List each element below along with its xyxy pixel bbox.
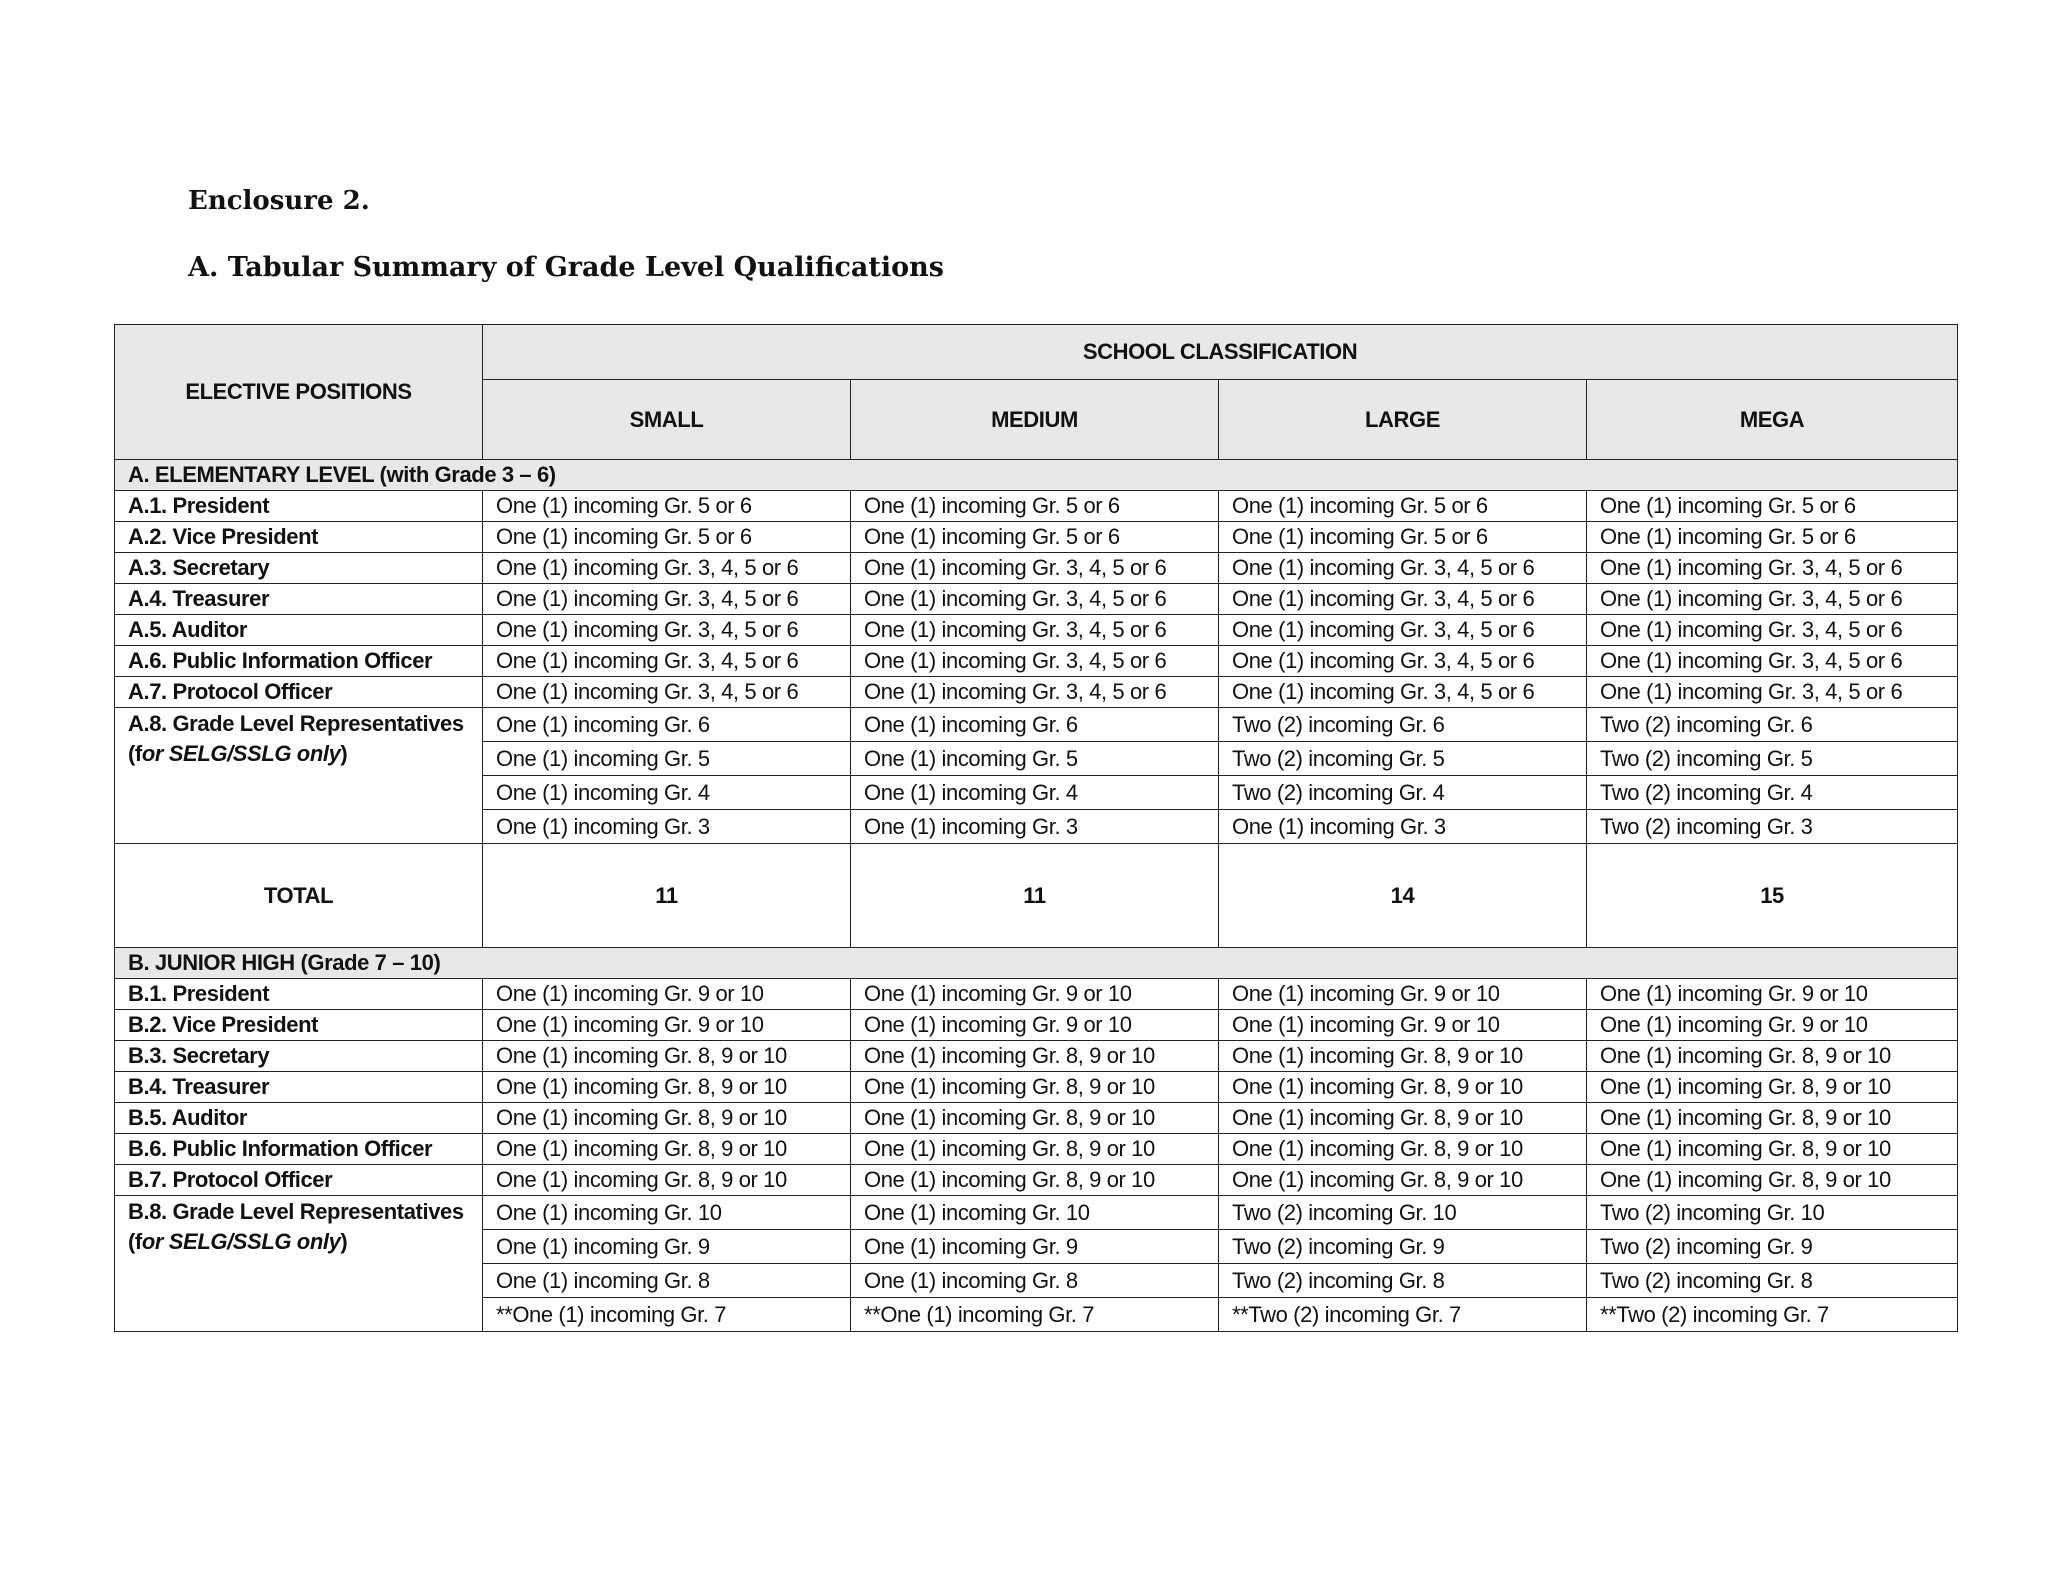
position-label: A.5. Auditor: [115, 615, 483, 646]
qualification-cell: One (1) incoming Gr. 8: [483, 1264, 851, 1298]
qualification-cell: Two (2) incoming Gr. 10: [1219, 1196, 1587, 1230]
position-label: A.1. President: [115, 491, 483, 522]
qualification-cell: One (1) incoming Gr. 3: [851, 810, 1219, 844]
qualification-cell: One (1) incoming Gr. 3, 4, 5 or 6: [1587, 584, 1958, 615]
qualification-cell: One (1) incoming Gr. 8, 9 or 10: [851, 1103, 1219, 1134]
qualification-cell: One (1) incoming Gr. 3, 4, 5 or 6: [1587, 646, 1958, 677]
qualification-cell: One (1) incoming Gr. 8: [851, 1264, 1219, 1298]
qualification-cell: One (1) incoming Gr. 5 or 6: [851, 491, 1219, 522]
qualification-cell: **One (1) incoming Gr. 7: [483, 1298, 851, 1332]
qualification-cell: One (1) incoming Gr. 3, 4, 5 or 6: [851, 553, 1219, 584]
qualification-cell: One (1) incoming Gr. 8, 9 or 10: [483, 1041, 851, 1072]
qualification-cell: One (1) incoming Gr. 3, 4, 5 or 6: [483, 615, 851, 646]
position-label: B.4. Treasurer: [115, 1072, 483, 1103]
note-suffix: ): [340, 741, 348, 766]
section-title: A. Tabular Summary of Grade Level Qualifications: [188, 252, 944, 283]
qualification-cell: One (1) incoming Gr. 3, 4, 5 or 6: [483, 553, 851, 584]
position-label: B.1. President: [115, 979, 483, 1010]
note-prefix: (f: [128, 1229, 142, 1254]
grade-rep-note: [128, 1227, 469, 1257]
qualification-cell: One (1) incoming Gr. 8, 9 or 10: [483, 1103, 851, 1134]
qualification-cell: One (1) incoming Gr. 8, 9 or 10: [1219, 1041, 1587, 1072]
section-row-junior-high: [115, 948, 1958, 979]
position-label: B.5. Auditor: [115, 1103, 483, 1134]
grade-rep-title: B.8. Grade Level Representatives: [128, 1199, 464, 1224]
section-row-elementary: [115, 460, 1958, 491]
qualification-cell: Two (2) incoming Gr. 9: [1219, 1230, 1587, 1264]
total-value: 14: [1219, 844, 1587, 948]
qualification-cell: One (1) incoming Gr. 8, 9 or 10: [1587, 1134, 1958, 1165]
table-row: [115, 491, 1958, 522]
qualification-cell: One (1) incoming Gr. 10: [851, 1196, 1219, 1230]
table-row: [115, 1103, 1958, 1134]
qualification-cell: One (1) incoming Gr. 3, 4, 5 or 6: [1219, 615, 1587, 646]
table-row: [115, 1072, 1958, 1103]
section-heading: B. JUNIOR HIGH (Grade 7 – 10): [115, 948, 1958, 979]
qualification-cell: One (1) incoming Gr. 8, 9 or 10: [1587, 1041, 1958, 1072]
note-emphasis: or SELG/SSLG only: [141, 1229, 341, 1254]
qualification-cell: One (1) incoming Gr. 5: [851, 742, 1219, 776]
grade-rep-label: [115, 708, 483, 844]
qualification-cell: One (1) incoming Gr. 9: [483, 1230, 851, 1264]
table-row: [115, 522, 1958, 553]
table-body: [115, 460, 1958, 1332]
qualification-cell: Two (2) incoming Gr. 9: [1587, 1230, 1958, 1264]
qualification-cell: One (1) incoming Gr. 9 or 10: [483, 979, 851, 1010]
qualification-cell: One (1) incoming Gr. 5 or 6: [1587, 491, 1958, 522]
table-row: [115, 677, 1958, 708]
qualification-cell: One (1) incoming Gr. 3, 4, 5 or 6: [851, 677, 1219, 708]
header-small: SMALL: [483, 380, 851, 460]
qualification-cell: One (1) incoming Gr. 6: [851, 708, 1219, 742]
qualification-cell: One (1) incoming Gr. 4: [483, 776, 851, 810]
qualification-cell: One (1) incoming Gr. 3: [483, 810, 851, 844]
qualification-cell: One (1) incoming Gr. 9 or 10: [1587, 979, 1958, 1010]
qualification-cell: One (1) incoming Gr. 8, 9 or 10: [1219, 1165, 1587, 1196]
grade-rep-title: A.8. Grade Level Representatives: [128, 711, 464, 736]
qualification-cell: One (1) incoming Gr. 8, 9 or 10: [1219, 1134, 1587, 1165]
qualification-cell: One (1) incoming Gr. 8, 9 or 10: [851, 1072, 1219, 1103]
qualification-cell: Two (2) incoming Gr. 4: [1219, 776, 1587, 810]
qualification-cell: One (1) incoming Gr. 8, 9 or 10: [1219, 1103, 1587, 1134]
qualification-cell: Two (2) incoming Gr. 6: [1587, 708, 1958, 742]
qualification-cell: One (1) incoming Gr. 5 or 6: [1219, 522, 1587, 553]
table-row: [115, 584, 1958, 615]
header-mega: MEGA: [1587, 380, 1958, 460]
table-row: [115, 1134, 1958, 1165]
qualification-cell: **Two (2) incoming Gr. 7: [1587, 1298, 1958, 1332]
qualification-cell: One (1) incoming Gr. 3, 4, 5 or 6: [1219, 553, 1587, 584]
qualification-cell: One (1) incoming Gr. 3, 4, 5 or 6: [483, 677, 851, 708]
note-emphasis: or SELG/SSLG only: [141, 741, 341, 766]
table-row: [115, 553, 1958, 584]
qualification-cell: One (1) incoming Gr. 3, 4, 5 or 6: [1587, 615, 1958, 646]
total-value: 11: [483, 844, 851, 948]
qualification-cell: One (1) incoming Gr. 3, 4, 5 or 6: [483, 584, 851, 615]
qualification-cell: One (1) incoming Gr. 5 or 6: [483, 491, 851, 522]
total-row: [115, 844, 1958, 948]
qualification-cell: Two (2) incoming Gr. 10: [1587, 1196, 1958, 1230]
qualification-cell: One (1) incoming Gr. 8, 9 or 10: [483, 1134, 851, 1165]
qualification-cell: Two (2) incoming Gr. 5: [1587, 742, 1958, 776]
qualification-cell: One (1) incoming Gr. 8, 9 or 10: [851, 1165, 1219, 1196]
enclosure-label: Enclosure 2.: [188, 186, 370, 216]
qualification-cell: One (1) incoming Gr. 3, 4, 5 or 6: [1219, 677, 1587, 708]
position-label: A.3. Secretary: [115, 553, 483, 584]
qualification-cell: One (1) incoming Gr. 5 or 6: [1587, 522, 1958, 553]
qualification-cell: One (1) incoming Gr. 6: [483, 708, 851, 742]
qualification-cell: One (1) incoming Gr. 8, 9 or 10: [1587, 1072, 1958, 1103]
qualification-cell: One (1) incoming Gr. 3, 4, 5 or 6: [851, 584, 1219, 615]
section-heading: A. ELEMENTARY LEVEL (with Grade 3 – 6): [115, 460, 1958, 491]
note-prefix: (f: [128, 741, 142, 766]
total-label: TOTAL: [115, 844, 483, 948]
qualification-cell: **Two (2) incoming Gr. 7: [1219, 1298, 1587, 1332]
grade-rep-note: [128, 739, 469, 769]
qualification-cell: One (1) incoming Gr. 3, 4, 5 or 6: [1219, 646, 1587, 677]
note-suffix: ): [340, 1229, 348, 1254]
qualification-cell: Two (2) incoming Gr. 8: [1219, 1264, 1587, 1298]
header-school-classification: SCHOOL CLASSIFICATION: [483, 325, 1958, 380]
position-label: A.4. Treasurer: [115, 584, 483, 615]
table-row: [115, 1196, 1958, 1230]
qualification-cell: One (1) incoming Gr. 9: [851, 1230, 1219, 1264]
header-medium: MEDIUM: [851, 380, 1219, 460]
qualification-cell: One (1) incoming Gr. 10: [483, 1196, 851, 1230]
qualification-cell: One (1) incoming Gr. 8, 9 or 10: [483, 1165, 851, 1196]
position-label: A.6. Public Information Officer: [115, 646, 483, 677]
table-row: [115, 646, 1958, 677]
qualification-cell: One (1) incoming Gr. 8, 9 or 10: [483, 1072, 851, 1103]
position-label: B.3. Secretary: [115, 1041, 483, 1072]
qualification-cell: One (1) incoming Gr. 8, 9 or 10: [1587, 1103, 1958, 1134]
qualification-cell: One (1) incoming Gr. 9 or 10: [1587, 1010, 1958, 1041]
qualification-cell: One (1) incoming Gr. 5: [483, 742, 851, 776]
qualification-cell: One (1) incoming Gr. 3, 4, 5 or 6: [1587, 677, 1958, 708]
qualification-cell: One (1) incoming Gr. 3: [1219, 810, 1587, 844]
position-label: B.2. Vice President: [115, 1010, 483, 1041]
qualification-cell: Two (2) incoming Gr. 8: [1587, 1264, 1958, 1298]
qualification-cell: One (1) incoming Gr. 5 or 6: [851, 522, 1219, 553]
table-row: [115, 615, 1958, 646]
table-row: [115, 708, 1958, 742]
qualification-cell: One (1) incoming Gr. 4: [851, 776, 1219, 810]
qualification-cell: One (1) incoming Gr. 5 or 6: [483, 522, 851, 553]
total-value: 11: [851, 844, 1219, 948]
qualification-cell: One (1) incoming Gr. 9 or 10: [851, 1010, 1219, 1041]
qualification-cell: One (1) incoming Gr. 3, 4, 5 or 6: [483, 646, 851, 677]
qualification-cell: One (1) incoming Gr. 8, 9 or 10: [851, 1134, 1219, 1165]
qualification-cell: One (1) incoming Gr. 3, 4, 5 or 6: [851, 615, 1219, 646]
qualification-cell: One (1) incoming Gr. 8, 9 or 10: [1219, 1072, 1587, 1103]
position-label: A.2. Vice President: [115, 522, 483, 553]
position-label: A.7. Protocol Officer: [115, 677, 483, 708]
qualification-cell: **One (1) incoming Gr. 7: [851, 1298, 1219, 1332]
header-elective-positions: ELECTIVE POSITIONS: [115, 325, 483, 460]
header-large: LARGE: [1219, 380, 1587, 460]
qualifications-table: [114, 324, 1958, 1332]
qualification-cell: One (1) incoming Gr. 3, 4, 5 or 6: [1587, 553, 1958, 584]
qualification-cell: Two (2) incoming Gr. 4: [1587, 776, 1958, 810]
qualification-cell: One (1) incoming Gr. 8, 9 or 10: [851, 1041, 1219, 1072]
table-row: [115, 979, 1958, 1010]
qualification-cell: One (1) incoming Gr. 9 or 10: [1219, 1010, 1587, 1041]
table-row: [115, 1165, 1958, 1196]
qualification-cell: Two (2) incoming Gr. 3: [1587, 810, 1958, 844]
position-label: B.7. Protocol Officer: [115, 1165, 483, 1196]
position-label: B.6. Public Information Officer: [115, 1134, 483, 1165]
qualification-cell: One (1) incoming Gr. 9 or 10: [483, 1010, 851, 1041]
qualification-cell: Two (2) incoming Gr. 5: [1219, 742, 1587, 776]
qualification-cell: One (1) incoming Gr. 9 or 10: [851, 979, 1219, 1010]
grade-rep-label: [115, 1196, 483, 1332]
qualification-cell: Two (2) incoming Gr. 6: [1219, 708, 1587, 742]
total-value: 15: [1587, 844, 1958, 948]
qualification-cell: One (1) incoming Gr. 9 or 10: [1219, 979, 1587, 1010]
table-row: [115, 1041, 1958, 1072]
table-row: [115, 1010, 1958, 1041]
qualification-cell: One (1) incoming Gr. 3, 4, 5 or 6: [1219, 584, 1587, 615]
qualification-cell: One (1) incoming Gr. 5 or 6: [1219, 491, 1587, 522]
qualification-cell: One (1) incoming Gr. 3, 4, 5 or 6: [851, 646, 1219, 677]
qualification-cell: One (1) incoming Gr. 8, 9 or 10: [1587, 1165, 1958, 1196]
